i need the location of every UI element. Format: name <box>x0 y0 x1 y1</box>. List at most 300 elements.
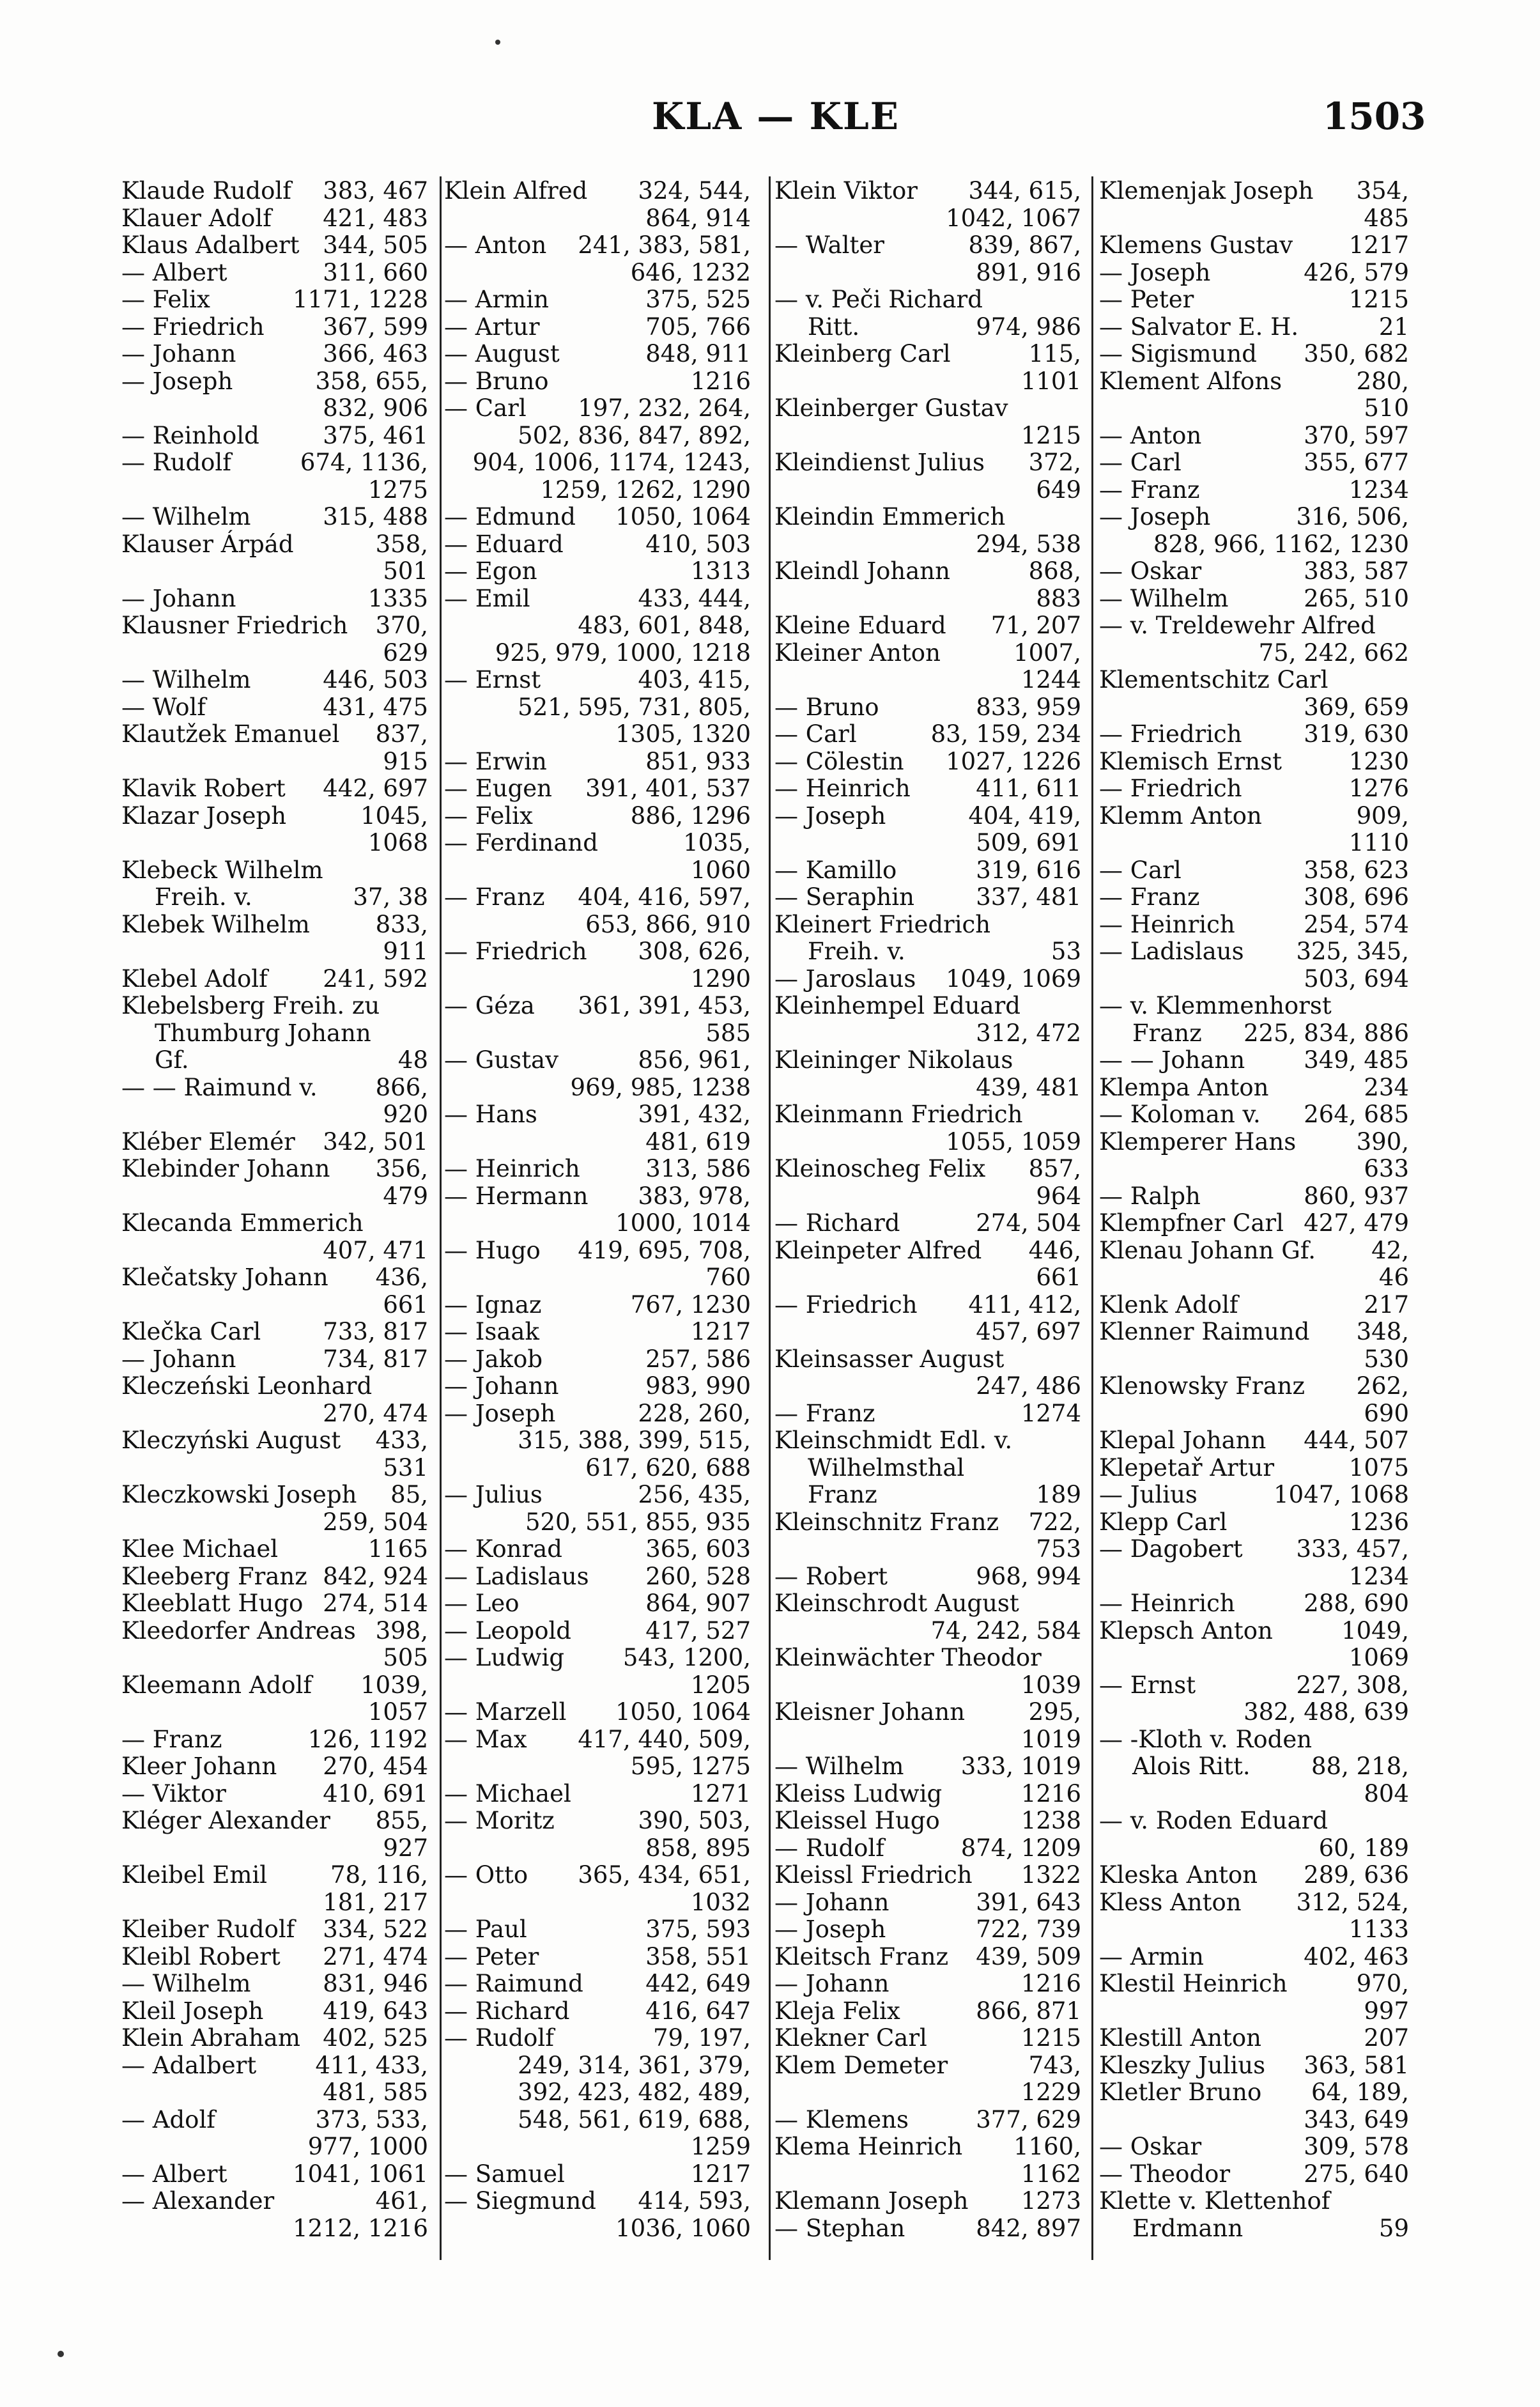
page-references: 521, 595, 731, 805, <box>518 693 751 721</box>
print-speck <box>495 40 500 45</box>
index-entry-line <box>1099 1373 1409 1400</box>
entry-name: — Géza <box>444 992 535 1019</box>
entry-continuation: Erdmann <box>1132 2214 1244 2242</box>
page-references: 373, 533, <box>315 2105 428 2133</box>
index-entry-line <box>121 1781 428 1808</box>
page-references: 860, 937 <box>1304 1182 1409 1210</box>
index-entry-line <box>774 1563 1081 1591</box>
entry-name: — Theodor <box>1099 2160 1231 2188</box>
page-references: 289, 636 <box>1304 1861 1409 1889</box>
page-references: 53 <box>1051 938 1081 965</box>
page-references: 646, 1232 <box>630 258 751 286</box>
entry-name: Klein Abraham <box>121 2024 300 2052</box>
page-references: 1160, <box>1013 2133 1081 2160</box>
entry-name: Klenk Adolf <box>1099 1290 1238 1319</box>
index-entry-line <box>444 395 751 422</box>
page-references: 909, <box>1356 801 1409 830</box>
entry-name: Kleedorfer Andreas <box>121 1616 356 1645</box>
page-references: 977, 1000 <box>307 2133 428 2160</box>
index-entry-line <box>121 857 428 885</box>
page-references: 442, 697 <box>323 775 428 802</box>
entry-name: Klee Michael <box>121 1535 279 1563</box>
entry-name: Kleiss Ludwig <box>774 1779 943 1807</box>
page-references: 270, 474 <box>323 1399 428 1427</box>
page-references: 446, <box>1028 1236 1081 1264</box>
page-references: 410, 691 <box>323 1779 428 1807</box>
page-references: 365, 603 <box>645 1535 751 1563</box>
index-entry-line <box>1099 857 1409 885</box>
page-references: 911 <box>383 938 428 965</box>
index-entry-line <box>1099 1998 1409 2025</box>
index-entry-line <box>1099 1101 1409 1129</box>
entry-name: — Artur <box>444 313 540 341</box>
page-references: 402, 463 <box>1304 1942 1409 1970</box>
entry-name: — Rudolf <box>774 1834 884 1862</box>
entry-name: Kleczeński Leonhard <box>121 1372 373 1400</box>
page-references: 402, 525 <box>323 2024 428 2052</box>
entry-name: — Albert <box>121 2160 227 2188</box>
index-entry-line <box>121 1101 428 1129</box>
page-references: 1032 <box>690 1888 751 1916</box>
entry-name: Kleindin Emmerich <box>774 503 1006 530</box>
index-entry-line <box>774 911 1081 939</box>
entry-name: Kleinschrodt August <box>774 1590 1019 1617</box>
index-entry-line <box>1099 1264 1409 1292</box>
index-entry-line <box>444 694 751 722</box>
index-entry-line <box>444 1264 751 1292</box>
page-references: 501 <box>383 557 428 585</box>
index-entry-line <box>444 1970 751 1998</box>
entry-name: Klemann Joseph <box>774 2187 969 2215</box>
entry-name: — Rudolf <box>121 449 231 476</box>
page-references: 1215 <box>1020 421 1081 449</box>
page-references: 461, <box>375 2187 428 2215</box>
page-references: 1216 <box>690 367 751 395</box>
page-references: 228, 260, <box>638 1399 751 1427</box>
entry-name: — Friedrich <box>444 938 587 965</box>
entry-name: — Ladislaus <box>1099 938 1244 965</box>
index-entry-line <box>774 1156 1081 1183</box>
page-references: 241, 592 <box>323 964 428 993</box>
entry-name: — Carl <box>444 394 527 422</box>
page-references: 479 <box>383 1182 428 1210</box>
entry-name: — Raimund <box>444 1970 583 1997</box>
page-references: 851, 933 <box>645 747 751 775</box>
page-references: 254, 574 <box>1304 910 1409 938</box>
index-entry-line <box>121 2052 428 2080</box>
page-references: 42, <box>1371 1236 1409 1264</box>
index-entry-line <box>121 368 428 396</box>
page-references: 837, <box>375 720 428 748</box>
entry-name: Kleinberg Carl <box>774 340 951 368</box>
index-entry-line <box>121 1944 428 1971</box>
entry-name: — Friedrich <box>1099 775 1242 802</box>
index-entry-line <box>774 1753 1081 1781</box>
index-entry-line <box>121 1427 428 1455</box>
index-entry-line <box>1099 449 1409 477</box>
index-entry-line <box>774 1264 1081 1292</box>
entry-name: — Eugen <box>444 775 553 802</box>
entry-name: — Johann <box>444 1372 559 1400</box>
page-references: 189 <box>1036 1481 1081 1508</box>
entry-name: Klemm Anton <box>1099 801 1262 830</box>
page-references: 831, 946 <box>323 1970 428 1997</box>
entry-continuation: Alois Ritt. <box>1132 1753 1251 1780</box>
entry-name: Klebeck Wilhelm <box>121 856 323 884</box>
page-references: 319, 616 <box>976 856 1081 884</box>
index-entry-line <box>774 2215 1081 2243</box>
index-entry-line <box>444 1373 751 1400</box>
entry-name: — Eduard <box>444 530 564 558</box>
page-references: 1236 <box>1348 1508 1409 1536</box>
page-references: 426, 579 <box>1304 258 1409 286</box>
page-header-title: KLA — KLE <box>652 95 900 138</box>
page-references: 271, 474 <box>323 1942 428 1970</box>
page-references: 733, 817 <box>323 1318 428 1345</box>
page-references: 1039 <box>1020 1671 1081 1699</box>
index-entry-line <box>121 1835 428 1862</box>
page-references: 734, 817 <box>323 1345 428 1373</box>
page-references: 1007, <box>1013 639 1081 667</box>
column-divider <box>769 176 771 2260</box>
entry-name: — Kamillo <box>774 856 897 884</box>
index-entry-line <box>774 993 1081 1020</box>
index-entry-line <box>121 1346 428 1374</box>
entry-continuation: Thumburg Johann <box>155 1019 371 1047</box>
index-entry-line <box>444 1699 751 1726</box>
page-references: 325, 345, <box>1296 938 1409 965</box>
page-references: 883 <box>1036 584 1081 612</box>
index-entry-line <box>774 314 1081 341</box>
index-entry-line <box>1099 1862 1409 1889</box>
index-entry-line <box>444 1074 751 1102</box>
page-references: 377, 629 <box>976 2105 1081 2133</box>
page-references: 842, 897 <box>976 2214 1081 2242</box>
index-entry-line <box>774 1916 1081 1944</box>
column-2 <box>444 178 751 2242</box>
entry-name: Kleitsch Franz <box>774 1942 949 1970</box>
index-entry-line <box>444 1047 751 1074</box>
page-references: 404, 416, 597, <box>578 883 751 911</box>
index-entry-line <box>444 2025 751 2052</box>
index-entry-line <box>121 2161 428 2188</box>
page-references: 1217 <box>690 1318 751 1345</box>
page-references: 886, 1296 <box>630 801 751 830</box>
entry-name: Kleisner Johann <box>774 1698 966 1726</box>
index-entry-line <box>1099 1916 1409 1944</box>
entry-name: — Jaroslaus <box>774 964 916 993</box>
entry-name: — Joseph <box>774 1916 886 1943</box>
index-entry-line <box>121 911 428 939</box>
entry-name: — Cölestin <box>774 747 904 775</box>
page-references: 383, 587 <box>1304 557 1409 585</box>
entry-name: — Franz <box>1099 476 1200 504</box>
entry-name: Klette v. Klettenhof <box>1099 2187 1330 2215</box>
index-entry-line <box>444 748 751 776</box>
page-references: 1165 <box>367 1535 428 1563</box>
page-references: 864, 907 <box>645 1590 751 1617</box>
page-references: 312, 524, <box>1296 1888 1409 1916</box>
index-entry-line <box>1099 1645 1409 1672</box>
page-references: 753 <box>1036 1535 1081 1563</box>
index-entry-line <box>121 667 428 694</box>
page-references: 439, 481 <box>976 1073 1081 1101</box>
entry-name: — — Johann <box>1099 1046 1245 1074</box>
entry-name: — Armin <box>1099 1942 1204 1970</box>
page-references: 37, 38 <box>353 883 428 911</box>
entry-name: Klaude Rudolf <box>121 177 291 205</box>
index-entry-line <box>774 1101 1081 1129</box>
page-references: 126, 1192 <box>307 1725 428 1753</box>
index-entry-line <box>121 558 428 585</box>
entry-name: — Moritz <box>444 1807 555 1834</box>
page-references: 866, 871 <box>976 1997 1081 2025</box>
page-references: 1000, 1014 <box>615 1209 751 1237</box>
page-references: 804 <box>1364 1779 1409 1807</box>
index-entry-line <box>1099 1047 1409 1074</box>
page-references: 904, 1006, 1174, 1243, <box>472 449 751 476</box>
entry-continuation: Ritt. <box>808 313 860 341</box>
index-entry-line <box>121 1726 428 1754</box>
page-references: 319, 630 <box>1304 720 1409 748</box>
index-entry-line <box>774 1427 1081 1455</box>
entry-name: Klem Demeter <box>774 2051 948 2079</box>
index-entry-line <box>1099 1509 1409 1536</box>
entry-name: — Heinrich <box>774 775 911 802</box>
entry-name: — Franz <box>121 1725 222 1753</box>
page-references: 407, 471 <box>323 1236 428 1264</box>
index-entry-line <box>444 2107 751 2134</box>
index-entry-line <box>121 1889 428 1917</box>
index-entry-line <box>444 1346 751 1374</box>
page-references: 1019 <box>1020 1725 1081 1753</box>
page-references: 416, 647 <box>645 1997 751 2025</box>
page-references: 295, <box>1028 1698 1081 1726</box>
page-references: 312, 472 <box>976 1019 1081 1047</box>
page-references: 1045, <box>360 801 428 830</box>
entry-name: — Oskar <box>1099 557 1202 585</box>
page-references: 74, 242, 584 <box>930 1616 1081 1645</box>
entry-name: Kleinschmidt Edl. v. <box>774 1427 1013 1454</box>
page-references: 390, 503, <box>638 1807 751 1834</box>
index-entry-line <box>774 1970 1081 1998</box>
index-entry-line <box>444 1455 751 1482</box>
page-references: 1068 <box>367 829 428 856</box>
entry-name: Klepal Johann <box>1099 1427 1267 1454</box>
entry-name: — Michael <box>444 1779 571 1807</box>
entry-name: — Salvator E. H. <box>1099 313 1299 341</box>
index-entry-line <box>121 1590 428 1618</box>
page-references: 1060 <box>690 856 751 884</box>
index-entry-line <box>121 531 428 559</box>
page-references: 85, <box>390 1481 428 1508</box>
page-references: 71, 207 <box>990 612 1081 639</box>
page-references: 410, 503 <box>645 530 751 558</box>
page-references: 1047, 1068 <box>1274 1481 1409 1508</box>
index-entry-line <box>774 857 1081 885</box>
entry-name: Klautžek Emanuel <box>121 720 340 748</box>
index-entry-line <box>1099 1753 1409 1781</box>
entry-name: — Hermann <box>444 1182 589 1210</box>
page-references: 249, 314, 361, 379, <box>518 2051 751 2079</box>
page-references: 324, 544, <box>638 177 751 205</box>
page-references: 767, 1230 <box>630 1290 751 1319</box>
page-references: 1110 <box>1348 829 1409 856</box>
index-entry-line <box>444 1998 751 2025</box>
page-references: 375, 525 <box>645 286 751 313</box>
page-references: 915 <box>383 747 428 775</box>
index-entry-line <box>444 368 751 396</box>
index-entry-line <box>121 232 428 259</box>
entry-name: — Hans <box>444 1101 537 1128</box>
page-references: 617, 620, 688 <box>585 1453 751 1482</box>
index-entry-line <box>444 178 751 205</box>
page-references: 690 <box>1364 1399 1409 1427</box>
entry-name: — Johann <box>121 1345 236 1373</box>
index-entry-line <box>774 1210 1081 1237</box>
entry-name: Kleczyński August <box>121 1427 341 1454</box>
index-entry-line <box>444 911 751 939</box>
index-entry-line <box>1099 1020 1409 1048</box>
column-divider <box>440 176 442 2260</box>
page-references: 866, <box>375 1073 428 1101</box>
entry-name: Klenner Raimund <box>1099 1318 1310 1345</box>
page-references: 1049, 1069 <box>946 964 1081 993</box>
index-entry-line <box>774 1509 1081 1536</box>
index-entry-line <box>774 1672 1081 1699</box>
entry-name: — Ernst <box>1099 1671 1196 1699</box>
page-references: 1050, 1064 <box>615 1698 751 1726</box>
page-references: 207 <box>1364 2024 1409 2052</box>
index-entry-line <box>444 1618 751 1645</box>
index-entry-line <box>444 1509 751 1536</box>
page-references: 260, 528 <box>645 1562 751 1590</box>
entry-name: Kleinberger Gustav <box>774 394 1008 422</box>
index-entry-line <box>774 2025 1081 2052</box>
index-entry-line <box>444 1645 751 1672</box>
page-references: 419, 643 <box>323 1997 428 2025</box>
entry-name: Klauer Adolf <box>121 204 272 232</box>
page-references: 280, <box>1356 367 1409 395</box>
index-entry-line <box>121 694 428 722</box>
page-references: 333, 457, <box>1296 1535 1409 1563</box>
entry-name: Klemenjak Joseph <box>1099 177 1314 205</box>
index-entry-line <box>1099 504 1409 531</box>
page-references: 404, 419, <box>968 801 1081 830</box>
entry-name: — Joseph <box>774 801 886 830</box>
index-entry-line <box>121 1400 428 1428</box>
index-entry-line <box>444 1807 751 1835</box>
entry-name: — Dagobert <box>1099 1535 1243 1563</box>
page-references: 431, 475 <box>323 693 428 721</box>
index-entry-line <box>774 395 1081 422</box>
page-references: 342, 501 <box>323 1127 428 1156</box>
index-entry-line <box>1099 1889 1409 1917</box>
page-references: 1273 <box>1020 2187 1081 2215</box>
entry-name: Klausner Friedrich <box>121 612 348 639</box>
page-references: 828, 966, 1162, 1230 <box>1153 530 1409 558</box>
index-entry-line <box>774 1726 1081 1754</box>
page-references: 383, 978, <box>638 1182 751 1210</box>
index-entry-line <box>774 1455 1081 1482</box>
page-references: 411, 433, <box>315 2051 428 2079</box>
index-entry-line <box>121 1210 428 1237</box>
entry-name: — Paul <box>444 1916 527 1943</box>
entry-name: Klemens Gustav <box>1099 231 1293 259</box>
entry-name: — Adolf <box>121 2105 215 2133</box>
page-references: 234 <box>1364 1073 1409 1101</box>
entry-name: Klepsch Anton <box>1099 1616 1273 1645</box>
index-entry-line <box>444 1319 751 1346</box>
page-references: 1041, 1061 <box>293 2160 428 2188</box>
index-entry-line <box>121 1998 428 2025</box>
index-entry-line <box>444 612 751 640</box>
index-entry-line <box>774 477 1081 504</box>
index-entry-line <box>121 830 428 857</box>
entry-name: — Egon <box>444 557 537 585</box>
index-entry-line <box>121 640 428 667</box>
index-entry-line <box>774 612 1081 640</box>
index-entry-line <box>121 1699 428 1726</box>
entry-name: — -Kloth v. Roden <box>1099 1725 1313 1753</box>
column-1 <box>121 178 428 2242</box>
entry-name: Kletler Bruno <box>1099 2078 1262 2106</box>
page-references: 392, 423, 482, 489, <box>518 2078 751 2106</box>
entry-name: — Gustav <box>444 1046 558 1074</box>
page-references: 391, 432, <box>638 1101 751 1128</box>
page-references: 1259 <box>690 2133 751 2160</box>
index-entry-line <box>444 205 751 233</box>
index-entry-line <box>774 667 1081 694</box>
page-references: 864, 914 <box>645 204 751 232</box>
page-references: 997 <box>1364 1997 1409 2025</box>
entry-name: — v. Peči Richard <box>774 286 983 313</box>
entry-continuation: Freih. v. <box>155 883 252 911</box>
index-entry-line <box>1099 721 1409 748</box>
index-entry-line <box>1099 1156 1409 1183</box>
entry-name: Klepp Carl <box>1099 1508 1228 1536</box>
index-entry-line <box>1099 938 1409 966</box>
entry-name: Klemisch Ernst <box>1099 747 1282 775</box>
page-references: 383, 467 <box>323 177 428 205</box>
entry-continuation: Freih. v. <box>808 938 905 965</box>
index-entry-line <box>121 884 428 911</box>
entry-name: — Leo <box>444 1590 520 1617</box>
index-entry-line <box>444 232 751 259</box>
page-references: 375, 593 <box>645 1916 751 1943</box>
entry-name: — Siegmund <box>444 2187 596 2215</box>
index-entry-line <box>1099 341 1409 368</box>
index-entry-line <box>121 2133 428 2161</box>
page-references: 333, 1019 <box>960 1753 1081 1780</box>
page-references: 485 <box>1364 204 1409 232</box>
index-entry-line <box>1099 178 1409 205</box>
index-entry-line <box>774 368 1081 396</box>
page-references: 1238 <box>1020 1807 1081 1834</box>
entry-name: Klestill Anton <box>1099 2024 1262 2052</box>
entry-name: Klementschitz Carl <box>1099 666 1328 693</box>
index-entry-line <box>121 1672 428 1699</box>
index-entry-line <box>774 1482 1081 1509</box>
index-entry-line <box>121 259 428 287</box>
page-references: 505 <box>383 1644 428 1671</box>
index-entry-line <box>444 531 751 559</box>
page-references: 1205 <box>690 1671 751 1699</box>
page-references: 363, 581 <box>1304 2051 1409 2079</box>
page-references: 509, 691 <box>976 829 1081 856</box>
index-entry-line <box>774 341 1081 368</box>
page-references: 1133 <box>1348 1916 1409 1943</box>
